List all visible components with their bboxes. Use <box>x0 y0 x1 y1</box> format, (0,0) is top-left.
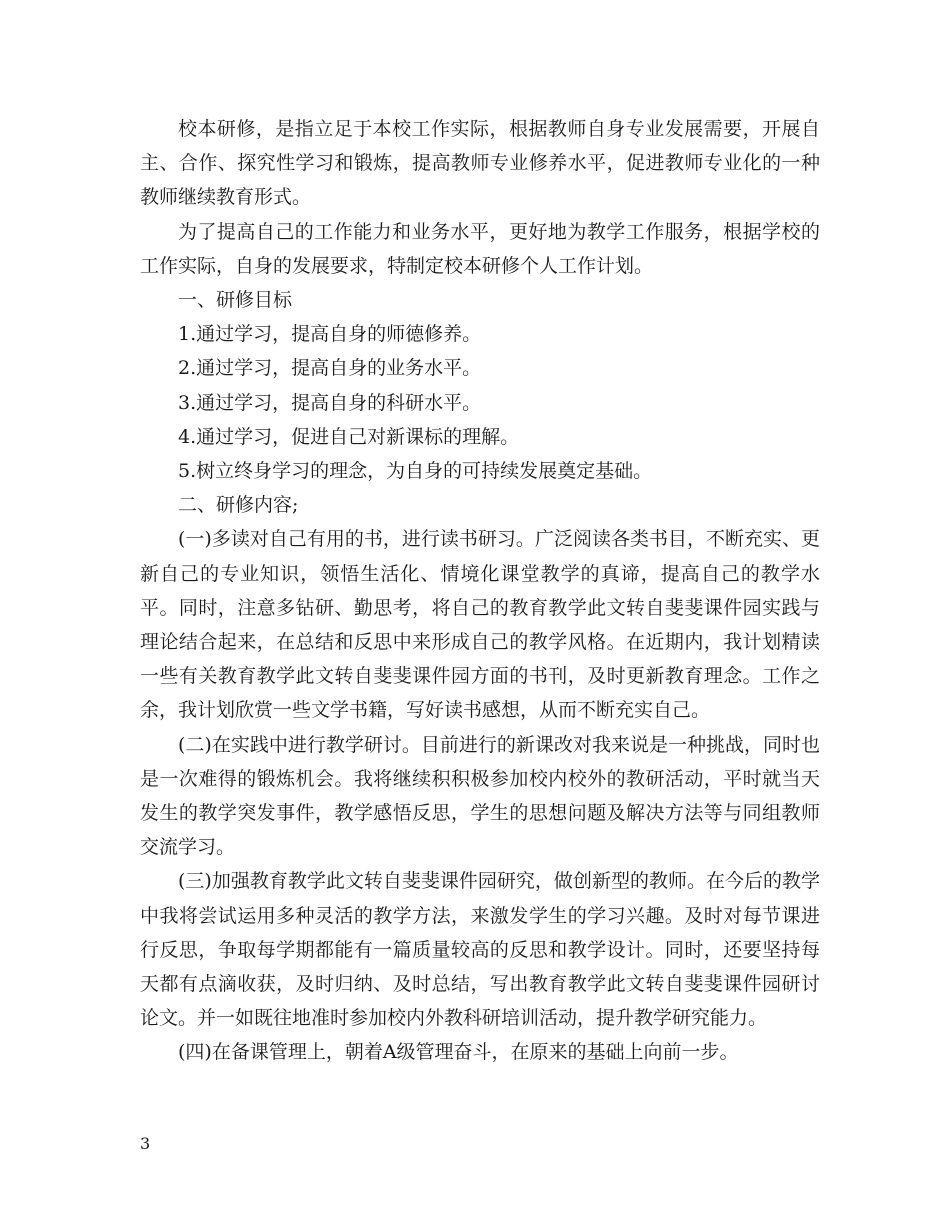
section-heading-goals: 一、研修目标 <box>178 289 293 312</box>
goal-item-3: 3.通过学习，提高自身的科研水平。 <box>178 391 482 414</box>
goal-item-4: 4.通过学习，促进自己对新课标的理解。 <box>178 425 520 448</box>
content-item-4: (四)在备课管理上，朝着A级管理奋斗，在原来的基础上向前一步。 <box>178 1041 739 1064</box>
goal-item-1: 1.通过学习，提高自身的师德修养。 <box>178 323 482 346</box>
goal-item-5: 5.树立终身学习的理念，为自身的可持续发展奠定基础。 <box>178 460 653 483</box>
section-heading-content: 二、研修内容; <box>178 494 299 517</box>
document-body <box>140 112 820 1070</box>
goal-item-2: 2.通过学习，提高自身的业务水平。 <box>178 357 482 380</box>
page-number: 3 <box>140 1134 151 1153</box>
paragraph-purpose: 为了提高自己的工作能力和业务水平，更好地为教学工作服务，根据学校的工作实际，自身的发展要求，特制定校本研修个人工作计划。 <box>140 220 820 277</box>
content-item-1: (一)多读对自己有用的书，进行读书研习。广泛阅读各类书目，不断充实、更新自己的专业知识，领悟生活化、情境化课堂教学的真谛，提高自己的教学水平。同时，注意多钻研、勤思考，将自己的教育教学此文转自斐斐课件园实践与理论结合起来，在总结和反思中来形成自己的教学风格。在近期内，我计划精读一些有关教育教学此文转自斐斐课件园方面的书刊，及时更新教育理念。工作之余，我计划欣赏一些文学书籍，写好读书感想，从而不断充实自己。 <box>140 528 820 722</box>
paragraph-intro: 校本研修，是指立足于本校工作实际，根据教师自身专业发展需要，开展自主、合作、探究性学习和锻炼，提高教师专业修养水平，促进教师专业化的一种教师继续教育形式。 <box>140 118 820 209</box>
content-item-2: (二)在实践中进行教学研讨。目前进行的新课改对我来说是一种挑战，同时也是一次难得的锻炼机会。我将继续积积极参加校内校外的教研活动，平时就当天发生的教学突发事件，教学感悟反思，学生的思想问题及解决方法等与同组教师交流学习。 <box>140 733 820 859</box>
content-item-3: (三)加强教育教学此文转自斐斐课件园研究，做创新型的教师。在今后的教学中我将尝试运用多种灵活的教学方法，来激发学生的学习兴趣。及时对每节课进行反思，争取每学期都能有一篇质量较高的反思和教学设计。同时，还要坚持每天都有点滴收获，及时归纳、及时总结，写出教育教学此文转自斐斐课件园研讨论文。并一如既往地准时参加校内外教科研培训活动，提升教学研究能力。 <box>140 870 820 1030</box>
